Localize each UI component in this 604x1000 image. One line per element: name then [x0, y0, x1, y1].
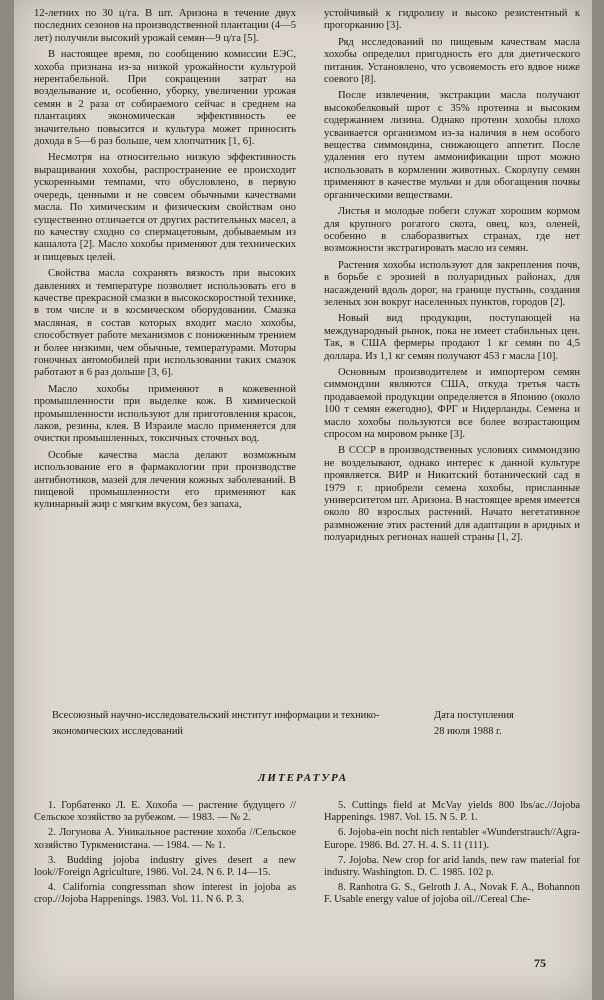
- paragraph: Особые качества масла делают возможным использование его в фармакологии при производстве антибиотиков, мазей для лечения кожных заболеваний. В пищевой промышленности его применяют как кулинарный жир с мягким вкусом, без запаха,: [34, 449, 296, 511]
- paragraph: Растения хохобы используют для закрепления почв, в борьбе с эрозией в полуаридных районах, для насаждений вдоль дорог, на границе пустынь, создания зеленых зон вокруг населенных пунктов, городов [2].: [324, 259, 580, 308]
- received-label: Дата поступления: [434, 710, 514, 721]
- right-column: [324, 8, 580, 545]
- paragraph: Новый вид продукции, поступающей на международный рынок, пока не имеет стабильных цен. Так, в США фермеры продают 1 кг семян по 4,5 доллара. Из 1,1 кг семян получают 453 г масла [10].: [324, 313, 580, 362]
- references-left: [34, 800, 296, 910]
- paragraph: Основным производителем и импортером семян симмондзии являются США, откуда третья часть продаваемой продукции определяется в Японию (около 100 т семян ежегодно), ФРГ и Нидерланды. Семена и масло хохобы пользуются все более возрастающим спросом на мировом рынке [3].: [324, 366, 580, 440]
- journal-page: [14, 0, 592, 1000]
- reference-item: 5. Cuttings field at McVay yields 800 lbs/ac.//Jojoba Happenings. 1987. Vol. 15. N 5. P. 1.: [324, 800, 580, 824]
- paragraph: В СССР в производственных условиях симмондзию не возделывают, однако интерес к данной культуре проявляется. ВИР и Никитский ботанический сад в 1979 г. приобрели семена хохобы, присланные университетом шт. Аризона. В настоящее время имеется около 80 взрослых растений. Начато вегетативное размножение этих растений для адаптации в аридных и полуаридных регионах нашей страны [1, 2].: [324, 445, 580, 544]
- paragraph: Свойства масла сохранять вязкость при высоких давлениях и температуре позволяет использовать его в качестве прекрасной смазки в высокоскоростной технике, в том числе и в космическом оборудовании. Смазка масляная, в состав которых входит масло хохобы, способствует работе механизмов с пониженным трением и более низкими, чем обычные, температурами. Моторы гоночных автомобилей при использовании таких смазок работают в 6 раз дольше [3, 6].: [34, 268, 296, 379]
- institute-affiliation: Всесоюзный научно-исследовательский институт информации и технико-экономических исследований: [52, 710, 380, 737]
- received-date: 28 июля 1988 г.: [434, 726, 502, 737]
- reference-item: 7. Jojoba. New crop for arid lands, new raw material for industry. Washington. D. C. 1985. 102 p.: [324, 854, 580, 879]
- paragraph: Несмотря на относительно низкую эффективность выращивания хохобы, распространение ее происходит ускоренными темпами, что обусловлено, в первую очередь, ценными и не совсем обычными качествами масла. По химическим и физическим свойствам оно существенно отличается от других растительных масел, а по качеству сходно со спермацетовым, добываемым из кашалота [2]. Масло хохобы применяют для технических и пищевых целей.: [34, 152, 296, 263]
- paragraph: Масло хохобы применяют в кожевенной промышленности при выделке кож. В химической промышленности используют для приготовления красок, лаков, резины, клея. В Израиле масло применяется для очистки промышленных, токсичных сточных вод.: [34, 383, 296, 445]
- reference-item: 3. Budding jojoba industry gives desert a new look//Foreign Agriculture, 1986. Vol. 24. N 6. P. 14—15.: [34, 854, 296, 879]
- references-right: [324, 800, 580, 910]
- reference-item: 6. Jojoba-ein nocht nich rentabler «Wunderstrauch//Agra-Europe. 1986. Bd. 27. H. 4. S. 11 (111).: [324, 827, 580, 851]
- paragraph: После извлечения, экстракции масла получают высокобелковый шрот с 35% протеина и высоким содержанием лизина. Однако протеин хохобы плохо усваивается организмом из-за наличия в нем особого вещества симмондина, снижающего аппетит. После удаления его путем аммонификации шрот можно использовать в кормлении животных. Скорлупу семян применяют в качестве мульчи и для обогащения почвы органическими веществами.: [324, 90, 580, 201]
- reference-item: 1. Горбатенко Л. Е. Хохоба — растение будущего //Сельское хозяйство за рубежом. — 1983. — № 2.: [34, 800, 296, 824]
- paragraph: Листья и молодые побеги служат хорошим кормом для крупного рогатого скота, овец, коз, оленей, особенно в слаборазвитых странах, где нет возможности экстрагировать масло из семян.: [324, 206, 580, 255]
- reference-item: 2. Логунова А. Уникальное растение хохоба //Сельское хозяйство Туркменистана. — 1984. — № 1.: [34, 827, 296, 851]
- paragraph: 12-летних по 30 ц/га. В шт. Аризона в течение двух последних сезонов на производственной плантации (4—5 лет) получили высокий урожай семян—9 ц/га [5].: [34, 8, 296, 44]
- reference-item: 8. Ranhotra G. S., Gelroth J. A., Novak F. A., Bohannon F. Usable energy value of jojoba oil.//Cereal Che-: [324, 882, 580, 906]
- left-column: [34, 8, 296, 512]
- page-number: 75: [534, 956, 546, 970]
- received-date-block: [434, 708, 574, 740]
- paragraph: устойчивый к гидролизу и высоко резистентный к прогорканию [3].: [324, 8, 580, 32]
- paragraph: В настоящее время, по сообщению комиссии ЕЭС, хохоба признана из-за низкой урожайности культурой нерентабельной. При сокращении затрат на возделывание и, особенно, уборку, увеличении урожая семян в 2 раза от собираемого сейчас в среднем на плантациях экономическая эффективность ее значительно повысится и культура может приносить дохода в 5—6 раз больше, чем хлопчатник [1, 6].: [34, 49, 296, 148]
- literature-heading: ЛИТЕРАТУРА: [257, 772, 349, 784]
- paragraph: Ряд исследований по пищевым качествам масла хохобы определил пригодность его для диетического питания. Установлено, что усвояемость его вдвое ниже соевого [8].: [324, 36, 580, 86]
- reference-item: 4. California congressman show interest in jojoba as crop.//Jojoba Happenings. 1983. Vol. 11. N 6. P. 3.: [34, 882, 296, 906]
